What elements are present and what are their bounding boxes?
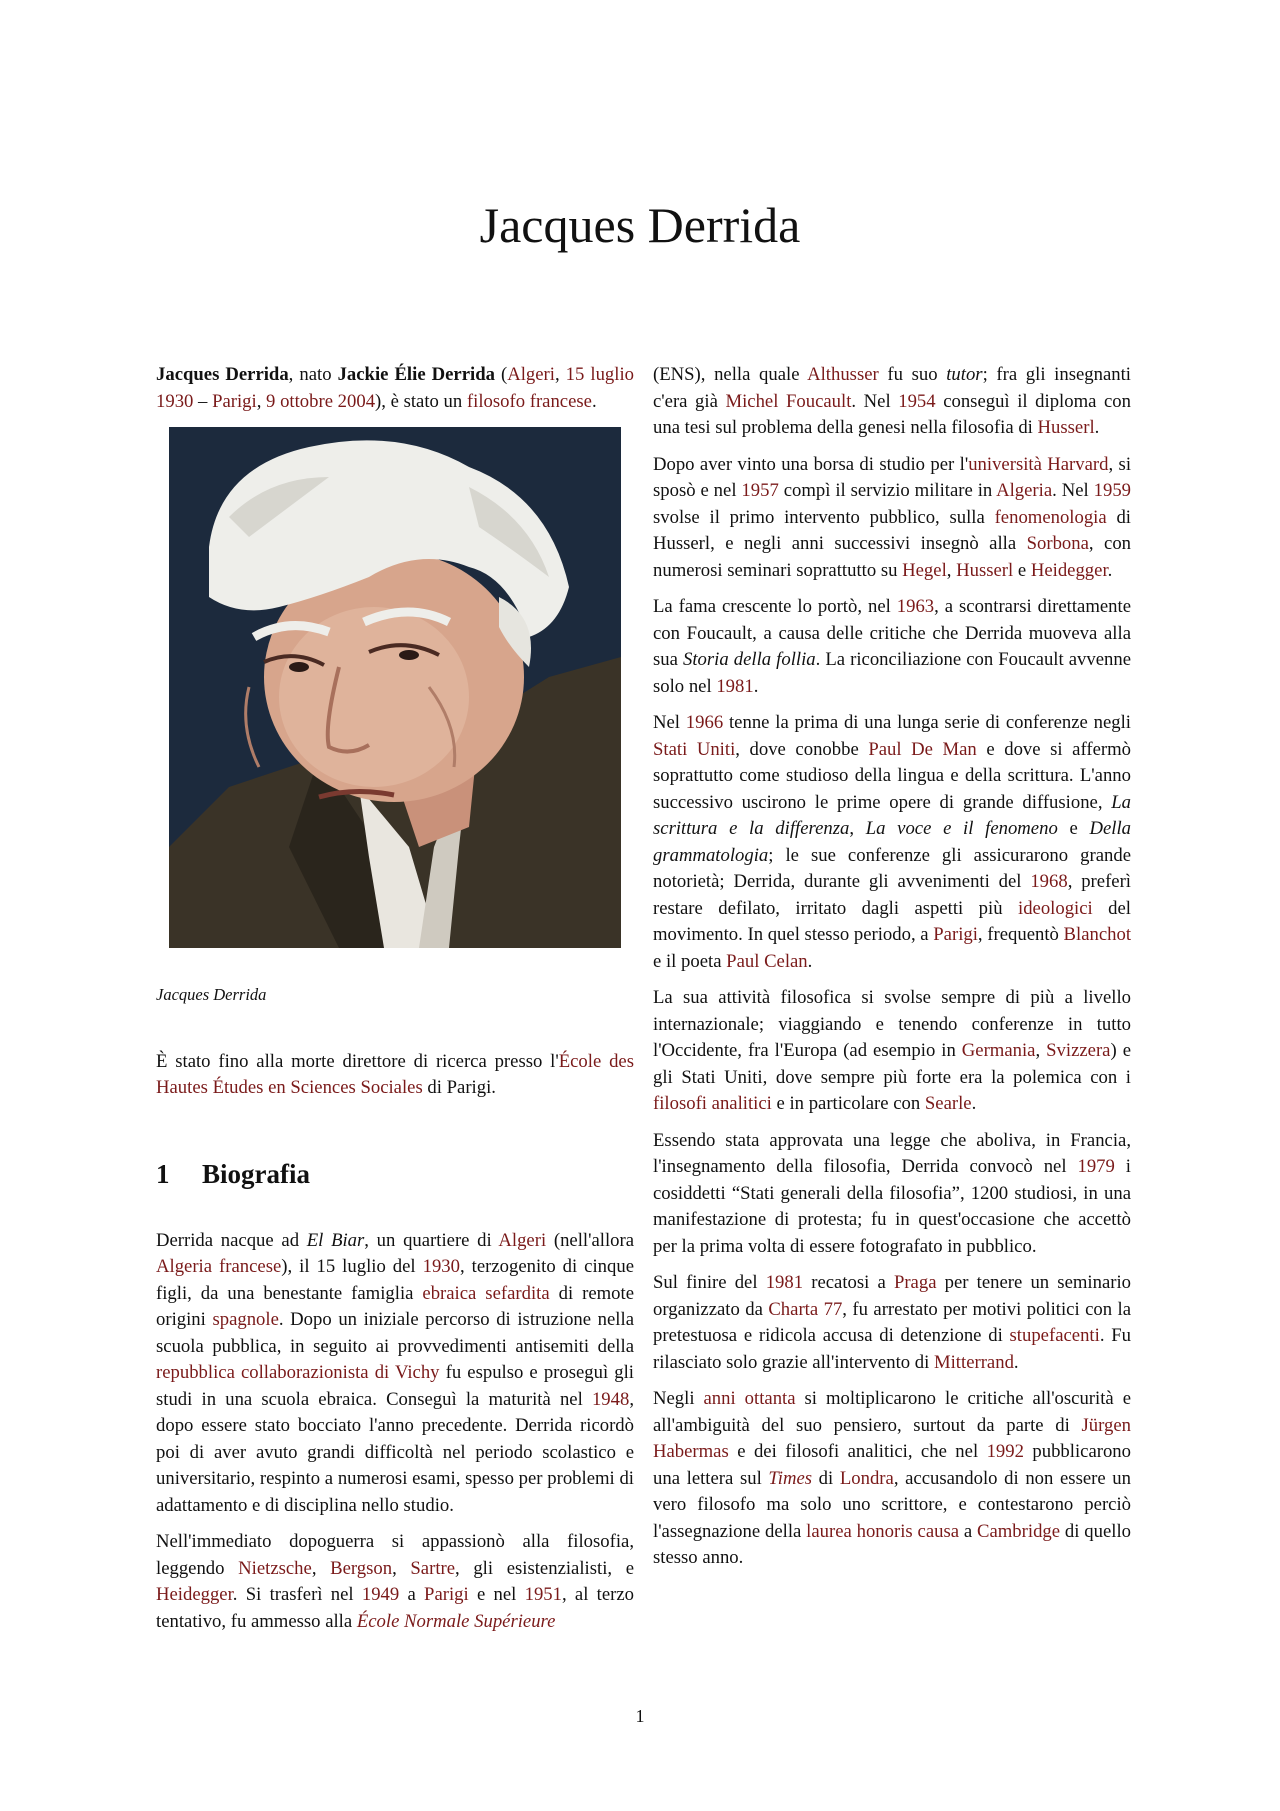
wiki-link[interactable]: Germania (961, 1040, 1036, 1061)
wiki-link[interactable]: Parigi (933, 924, 978, 945)
wiki-link[interactable]: 1930 (422, 1256, 460, 1277)
italic-text: tutor (946, 364, 983, 385)
wiki-link[interactable]: 1959 (1093, 480, 1131, 501)
italic-text: Della grammatologia (653, 818, 1132, 866)
wiki-link[interactable]: Michel Foucault (725, 390, 852, 412)
intro-paragraph: Jacques Derrida, nato Jackie Élie Derrida (Algeri, 15 luglio 1930 – Parigi, 9 ottobre 2004), è stato un filosofo francese. (156, 364, 634, 412)
wiki-link[interactable]: Algeria (996, 480, 1053, 501)
image-caption: Jacques Derrida (156, 985, 267, 1004)
wiki-link[interactable]: ebraica sefardita (422, 1282, 550, 1304)
wiki-link[interactable]: École Normale Supérieure (356, 1610, 556, 1632)
wiki-link[interactable]: francese (529, 390, 592, 412)
wiki-link[interactable]: Heidegger (156, 1584, 233, 1605)
wiki-link[interactable]: Cambridge (977, 1520, 1061, 1542)
wiki-link[interactable]: Blanchot (1063, 924, 1132, 945)
wiki-link[interactable]: Mitterrand (934, 1351, 1014, 1373)
wiki-link[interactable]: Charta 77 (768, 1298, 843, 1320)
bio-paragraph-6: Nel 1966 tenne la prima di una lunga serie di conferenze negli Stati Uniti, dove conobbe Paul De Man e dove si affermò soprattutto come studioso della lingua e della scrittura. L'anno successivo uscirono le prime opere di grande diffusione, La scrittura e la differenza, La voce e il fenomeno e Della grammatologia; le sue conferenze gli assicurarono grande notorietà; Derrida, durante gli avvenimenti del 1968, preferì restare defilato, irritato dagli aspetti più ideologici del movimento. In quel stesso periodo, a Parigi, frequentò Blanchot e il poeta Paul Celan. (653, 712, 1132, 972)
wiki-link[interactable]: Paul De Man (868, 738, 977, 760)
wiki-link[interactable]: Jürgen Habermas (653, 1414, 1131, 1462)
wiki-link[interactable]: Husserl (956, 559, 1014, 581)
bio-paragraph-4: Dopo aver vinto una borsa di studio per l'università Harvard, si sposò e nel 1957 compì il servizio militare in Algeria. Nel 1959 svolse il primo intervento pubblico, sulla fenomenologia di Husserl, e negli anni successivi insegnò alla Sorbona, con numerosi seminari soprattutto su Hegel, Husserl e Heidegger. (653, 453, 1132, 581)
bio-paragraph-8: Essendo stata approvata una legge che aboliva, in Francia, l'insegnamento della filosofia, Derrida convocò nel 1979 i cosiddetti “Stati generali della filosofia”, 1200 studiosi, in una manifestazione di protesta; fu in quest'occasione che accettò per la prima volta di essere fotografato in pubblico. (653, 1129, 1131, 1257)
wiki-link[interactable]: filosofi analitici (653, 1093, 772, 1114)
wiki-link[interactable]: 1968 (1030, 871, 1068, 892)
bio-paragraph-2: Nell'immediato dopoguerra si appassionò alla filosofia, leggendo Nietzsche, Bergson, Sartre, gli esistenzialisti, e Heidegger. Si trasferì nel 1949 a Parigi e nel 1951, al terzo tentativo, fu ammesso alla École Normale Supérieure (156, 1531, 634, 1632)
wiki-link[interactable]: repubblica collaborazionista di Vichy (156, 1362, 440, 1383)
wiki-link[interactable]: Heidegger (1030, 559, 1108, 581)
bio-paragraph-5: La fama crescente lo portò, nel 1963, a scontrarsi direttamente con Foucault, a causa delle critiche che Derrida muoveva alla sua Storia della follia. La riconciliazione con Foucault avvenne solo nel 1981. (653, 596, 1132, 697)
italic-text: El Biar (306, 1229, 365, 1251)
wiki-link[interactable]: 1966 (685, 712, 724, 733)
italic-text: La scrittura e la differenza (653, 791, 1131, 839)
wiki-link[interactable]: ideologici (1018, 897, 1093, 919)
wiki-link[interactable]: Londra (839, 1467, 894, 1489)
wiki-link[interactable]: anni ottanta (703, 1388, 796, 1409)
bio-paragraph-10: Negli anni ottanta si moltiplicarono le critiche all'oscurità e all'ambiguità del suo pensiero, surtout da parte di Jürgen Habermas e dei filosofi analitici, che nel 1992 pubblicarono una lettera sul Times di Londra, accusandolo di non essere un vero filosofo ma solo uno scrittore, e contestarono perciò l'assegnazione della laurea honoris causa a Cambridge di quello stesso anno. (653, 1388, 1131, 1568)
wiki-link[interactable]: Parigi (424, 1584, 469, 1605)
wiki-link[interactable]: Svizzera (1046, 1040, 1111, 1061)
wiki-link[interactable]: 1948 (591, 1388, 630, 1410)
section-number: 1 (156, 1158, 170, 1189)
wiki-link[interactable]: 1992 (986, 1441, 1024, 1462)
wiki-link[interactable]: 9 ottobre (266, 390, 333, 412)
wiki-link[interactable]: Algeria francese (156, 1256, 282, 1277)
wiki-link[interactable]: 1930 (156, 390, 194, 412)
wiki-link[interactable]: Algeri (507, 364, 555, 385)
wiki-link[interactable]: Parigi (212, 390, 257, 412)
left-column (156, 362, 634, 1645)
wiki-link[interactable]: 1981 (765, 1272, 804, 1293)
right-column (653, 362, 1131, 1582)
wiki-link[interactable]: fenomenologia (994, 506, 1107, 528)
page-number: 1 (635, 1706, 645, 1726)
wiki-link[interactable]: stupefacenti (1009, 1325, 1100, 1346)
wiki-link[interactable]: 15 luglio (565, 364, 634, 385)
wiki-link[interactable]: Searle (924, 1093, 972, 1114)
wiki-link[interactable]: Althusser (807, 364, 879, 385)
wiki-link[interactable]: università Harvard (968, 453, 1109, 475)
bio-paragraph-3: (ENS), nella quale Althusser fu suo tutor; fra gli insegnanti c'era già Michel Foucault. Nel 1954 conseguì il diploma con una tesi sul problema della genesi nella filosofia di Husserl. (653, 364, 1131, 438)
wiki-link[interactable]: Hegel (902, 559, 947, 581)
wiki-link[interactable]: laurea honoris causa (806, 1520, 960, 1542)
portrait-image (169, 427, 621, 948)
wiki-link[interactable]: 2004 (337, 390, 376, 412)
affiliation-paragraph: È stato fino alla morte direttore di ricerca presso l'École des Hautes Études en Sciences Sociales di Parigi. (156, 1050, 634, 1098)
wiki-link[interactable]: 1963 (896, 596, 935, 617)
wiki-link[interactable]: Algeri (498, 1229, 547, 1251)
section-heading-biografia (156, 1158, 634, 1190)
italic-text: Storia della follia (682, 649, 816, 670)
wiki-link[interactable]: 1954 (898, 390, 936, 412)
page-title: Jacques Derrida (479, 197, 801, 253)
bio-paragraph-1: Derrida nacque ad El Biar, un quartiere di Algeri (nell'allora Algeria francese), il 15 luglio del 1930, terzogenito di cinque figli, da una benestante famiglia ebraica sefardita di remote origini spagnole. Dopo un iniziale percorso di istruzione nella scuola pubblica, in seguito ai provvedimenti antisemiti della repubblica collaborazionista di Vichy fu espulso e proseguì gli studi in una scuola ebraica. Conseguì la maturità nel 1948, dopo essere stato bocciato l'anno precedente. Derrida ricordò poi di aver avuto grandi difficoltà nel periodo scolastico e universitario, respinto a numerosi esami, spesso per problemi di adattamento e di disciplina nello studio. (156, 1229, 634, 1516)
italic-text: La voce e il fenomeno (865, 818, 1058, 839)
wiki-link[interactable]: 1951 (524, 1584, 562, 1605)
section-title: Biografia (202, 1158, 310, 1189)
wiki-link[interactable]: 1981 (716, 675, 754, 697)
wiki-link[interactable]: Paul Celan (726, 950, 808, 972)
wiki-link[interactable]: Sorbona (1026, 533, 1089, 554)
wiki-link[interactable]: Bergson (330, 1557, 393, 1579)
wiki-link[interactable]: Praga (893, 1272, 937, 1293)
wiki-link[interactable]: Sartre (410, 1557, 456, 1579)
wiki-link[interactable]: filosofo (466, 390, 526, 412)
wiki-link[interactable]: 1957 (741, 480, 779, 501)
wiki-link[interactable]: Stati Uniti (653, 738, 736, 760)
bio-paragraph-7: La sua attività filosofica si svolse sempre di più a livello internazionale; viaggiando e tenendo conferenze in tutto l'Occidente, fra l'Europa (ad esempio in Germania, Svizzera) e gli Stati Uniti, dove sempre più forte era la polemica con i filosofi analitici e in particolare con Searle. (653, 987, 1131, 1114)
wiki-link[interactable]: 1949 (361, 1584, 400, 1605)
wiki-link[interactable]: spagnole (212, 1309, 279, 1330)
wiki-link[interactable]: Times (768, 1467, 813, 1489)
wiki-link[interactable]: École des Hautes Études en Sciences Sociales (156, 1050, 634, 1098)
bio-paragraph-9: Sul finire del 1981 recatosi a Praga per tenere un seminario organizzato da Charta 77, fu arrestato per motivi politici con la pretestuosa e ridicola accusa di detenzione di stupefacenti. Fu rilasciato solo grazie all'intervento di Mitterrand. (653, 1272, 1132, 1373)
wiki-link[interactable]: Nietzsche (238, 1557, 312, 1579)
wiki-link[interactable]: Husserl (1037, 417, 1095, 438)
bold-text: Jacques Derrida (156, 364, 289, 385)
wiki-link[interactable]: 1979 (1077, 1156, 1115, 1177)
bold-text: Jackie Élie Derrida (337, 364, 495, 385)
